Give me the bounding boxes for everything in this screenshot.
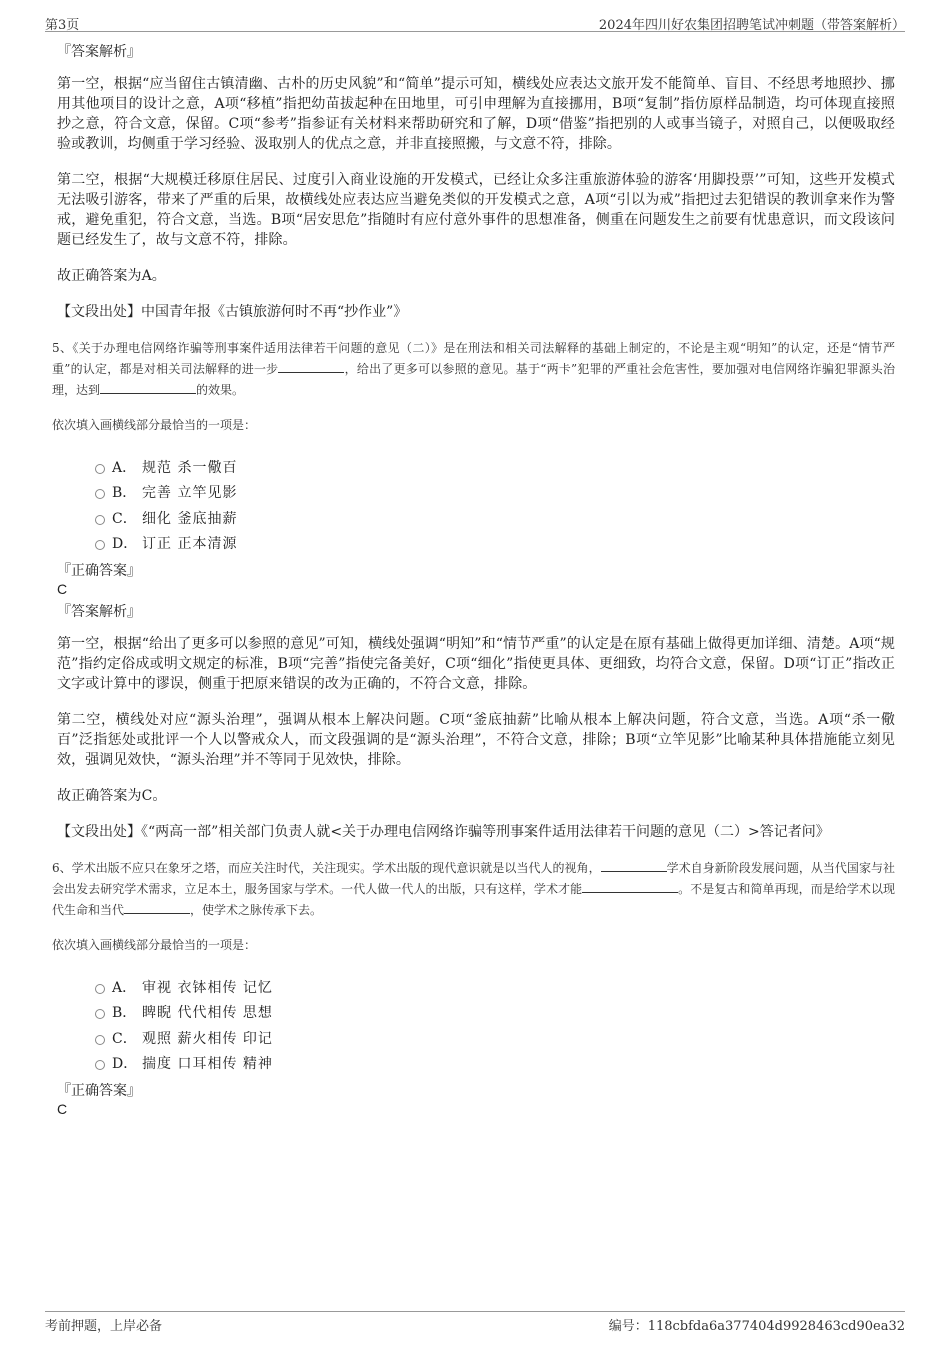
- option-c[interactable]: C． 观照 薪火相传 印记: [95, 1025, 895, 1051]
- analysis-label: 『答案解析』: [57, 604, 141, 620]
- conclusion: 故正确答案为A。: [57, 268, 166, 284]
- option-a[interactable]: A． 规范 杀一儆百: [95, 454, 895, 480]
- question-6-options: [95, 974, 895, 1076]
- radio-icon[interactable]: [95, 1035, 105, 1045]
- page-header: [45, 12, 905, 32]
- radio-icon[interactable]: [95, 489, 105, 499]
- analysis-paragraph: 第二空，横线处对应“源头治理”，强调从根本上解决问题。C项“釜底抽薪”比喻从根本上解决问题，符合文意，当选。A项“杀一儆百”泛指惩处或批评一个人以警戒众人，而文段强调的是“源头治理”，不符合文意，排除；B项“立竿见影”比喻某种具体措施能立刻见效，强调见效快，“源头治理”并不等同于见效快，排除。: [57, 712, 895, 768]
- document-id: 编号：118cbfda6a377404d9928463cd90ea32: [608, 1319, 905, 1334]
- blank: [582, 879, 678, 893]
- blank: [100, 380, 196, 394]
- analysis-paragraph: 第二空，根据“大规模迁移原住居民、过度引入商业设施的开发模式，已经让众多注重旅游体验的游客‘用脚投票’”可知，这些开发模式无法吸引游客，带来了严重的后果，故横线处应表达应当避免类似的开发模式之意，A项“引以为戒”指把过去犯错误的教训拿来作为警戒，避免重犯，符合文意，当选。B项“居安思危”指随时有应付意外事件的思想准备，侧重在问题发生之前要有忧患意识，而文段该问题已经发生了，故与文意不符，排除。: [57, 172, 895, 248]
- blank: [278, 359, 344, 373]
- blank: [124, 900, 190, 914]
- radio-icon[interactable]: [95, 515, 105, 525]
- question-prompt: 依次填入画横线部分最恰当的一项是：: [52, 938, 257, 952]
- question-6-text: 6、学术出版不应只在象牙之塔，而应关注时代，关注现实。学术出版的现代意识就是以当代人的视角， 学术自身新阶段发展问题，从当代国家与社会出发去研究学术需求，立足本土，服务国家与学术。一代人做一代人的出版，只有这样，学术才能 。不是复古和简单再现，而是给学术以现代生命和当代 ，使学术之脉传承下去。: [52, 858, 895, 921]
- source-citation: 【文段出处】中国青年报《古镇旅游何时不再“抄作业”》: [57, 304, 408, 320]
- analysis-paragraph: 第一空，根据“给出了更多可以参照的意见”可知，横线处强调“明知”和“情节严重”的认定是在原有基础上做得更加详细、清楚。A项“规范”指约定俗成或明文规定的标准，B项“完善”指使完备美好，C项“细化”指使更具体、更细致，均符合文意，保留。D项“订正”指改正文字或计算中的谬误，侧重于把原来错误的改为正确的，不符合文意，排除。: [57, 636, 895, 692]
- option-c[interactable]: C． 细化 釜底抽薪: [95, 505, 895, 531]
- option-a[interactable]: A． 审视 衣钵相传 记忆: [95, 974, 895, 1000]
- question-5-options: [95, 454, 895, 556]
- correct-answer-label: 『正确答案』: [57, 1083, 141, 1099]
- blank: [601, 858, 667, 872]
- radio-icon[interactable]: [95, 1060, 105, 1070]
- option-b[interactable]: B． 完善 立竿见影: [95, 480, 895, 506]
- conclusion: 故正确答案为C。: [57, 788, 167, 804]
- page-number: 第3页: [45, 18, 80, 33]
- radio-icon[interactable]: [95, 540, 105, 550]
- document-title: 2024年四川好农集团招聘笔试冲刺题（带答案解析）: [598, 18, 905, 33]
- option-b[interactable]: B． 睥睨 代代相传 思想: [95, 1000, 895, 1026]
- page-footer: [45, 1311, 905, 1333]
- correct-answer: C: [57, 1101, 68, 1117]
- document-body: [52, 42, 895, 1122]
- radio-icon[interactable]: [95, 464, 105, 474]
- source-citation: 【文段出处】《“两高一部”相关部门负责人就<关于办理电信网络诈骗等刑事案件适用法律若干问题的意见（二）>答记者问》: [57, 824, 830, 840]
- correct-answer: C: [57, 581, 68, 597]
- radio-icon[interactable]: [95, 984, 105, 994]
- analysis-label: 『答案解析』: [57, 44, 141, 60]
- question-prompt: 依次填入画横线部分最恰当的一项是：: [52, 418, 257, 432]
- radio-icon[interactable]: [95, 1009, 105, 1019]
- option-d[interactable]: D． 订正 正本清源: [95, 531, 895, 557]
- analysis-paragraph: 第一空，根据“应当留住古镇清幽、古朴的历史风貌”和“简单”提示可知，横线处应表达文旅开发不能简单、盲目、不经思考地照抄、挪用其他项目的设计之意，A项“移植”指把幼苗拔起种在田地里，可引申理解为直接挪用，B项“复制”指仿原样品制造，均可体现直接照抄之意，符合文意，保留。C项“参考”指参证有关材料来帮助研究和了解，D项“借鉴”指把别的人或事当镜子，对照自己，以便吸取经验或教训，均侧重于学习经验、汲取别人的优点之意，并非直接照搬，与文意不符，排除。: [57, 76, 895, 152]
- correct-answer-label: 『正确答案』: [57, 563, 141, 579]
- footer-slogan: 考前押题，上岸必备: [45, 1319, 163, 1334]
- question-5-text: 5、《关于办理电信网络诈骗等刑事案件适用法律若干问题的意见（二）》是在刑法和相关司法解释的基础上制定的，不论是主观“明知”的认定，还是“情节严重”的认定，都是对相关司法解释的进一步 ，给出了更多可以参照的意见。基于“两卡”犯罪的严重社会危害性，要加强对电信网络诈骗犯罪源头治理，达到 的效果。: [52, 341, 895, 397]
- option-d[interactable]: D． 揣度 口耳相传 精神: [95, 1051, 895, 1077]
